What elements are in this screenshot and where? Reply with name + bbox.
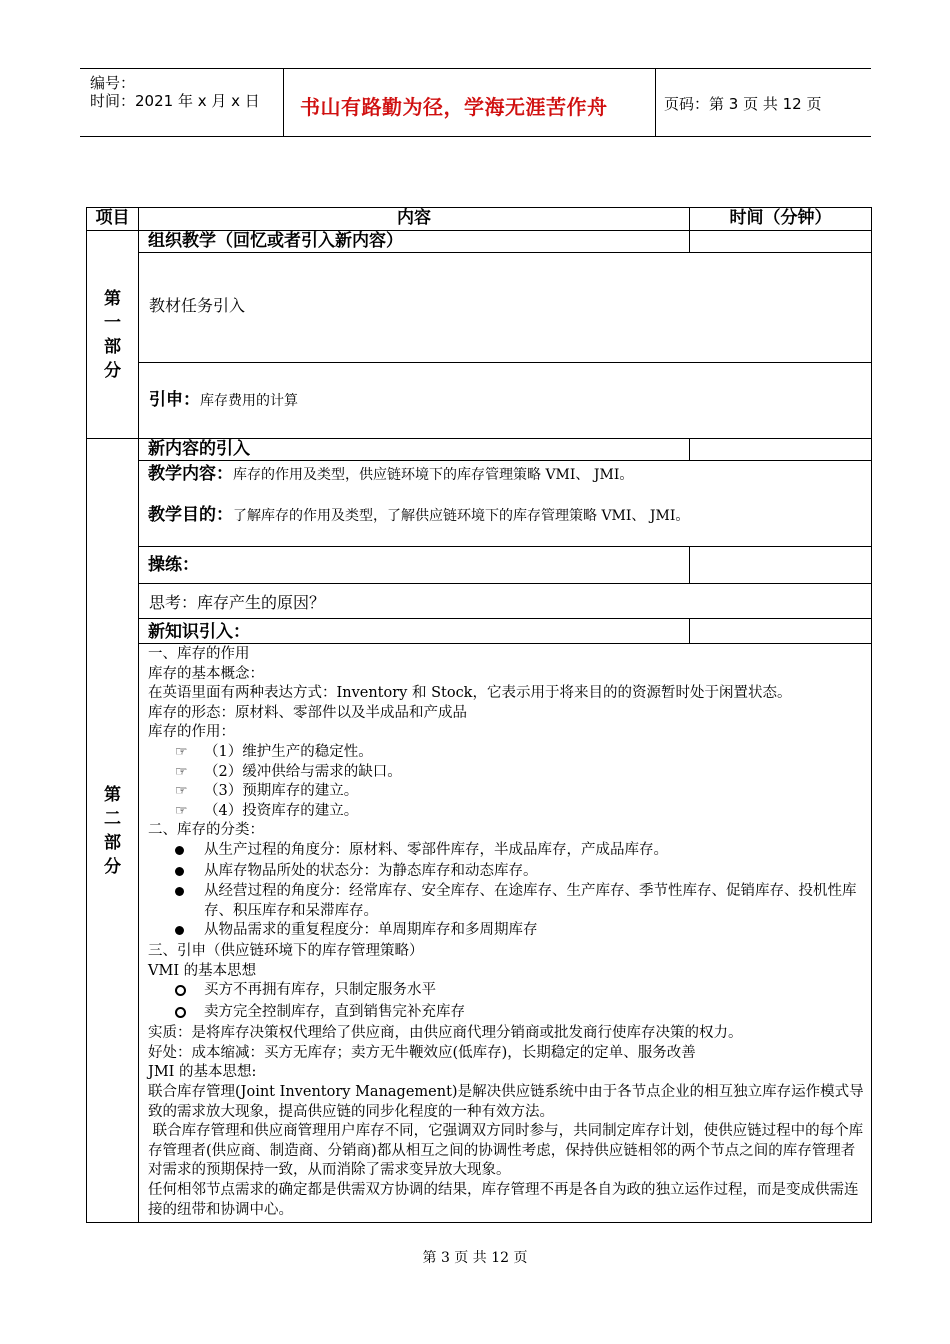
list-item	[148, 981, 865, 1003]
classification-item-3: 从经营过程的角度分：经常库存、安全库存、在途库存、生产库存、季节性库存、促销库存、投机性库存、积压库存和呆滞库存。	[204, 883, 857, 919]
header-page-info: 页码：第 3 页 共 12 页	[664, 95, 822, 113]
bullet-ring-icon	[175, 1007, 186, 1018]
document-number-label: 编号：	[90, 74, 136, 92]
document-date-label: 时间：2021 年 x 月 x 日	[90, 92, 260, 110]
list-item	[148, 782, 865, 802]
header-cell-content: 内容	[139, 208, 690, 231]
vmi-benefits: 好处：成本缩减：买方无库存；卖方无牛鞭效应(低库存)，长期稳定的定单、服务改善	[148, 1044, 696, 1061]
jmi-heading: JMI 的基本思想:	[148, 1064, 257, 1081]
list-item	[148, 862, 865, 883]
teaching-goal-text: 了解库存的作用及类型，了解供应链环境下的库存管理策略 VMI、 JMI。	[233, 508, 690, 524]
header-bottom-rule	[80, 136, 871, 137]
bullet-dot-icon	[175, 846, 184, 855]
part1-extension-label: 引申：	[149, 390, 200, 410]
part2-body-cell	[139, 644, 872, 1223]
part2-row-new-knowledge	[87, 619, 872, 644]
part2-row-body	[87, 644, 872, 1223]
part2-new-knowledge-heading: 新知识引入：	[139, 619, 690, 644]
hand-pointer-icon: ☞	[175, 763, 188, 780]
part1-organize-time	[690, 231, 872, 253]
hand-pointer-icon: ☞	[175, 743, 188, 760]
header-cell-time: 时间（分钟）	[690, 208, 872, 231]
part2-row-new-intro	[87, 439, 872, 461]
section-3-heading: 三、引申（供应链环境下的库存管理策略）	[148, 942, 424, 959]
jmi-paragraph-2: 联合库存管理和供应商管理用户库存不同，它强调双方同时参与，共同制定库存计划，使供应链过程中的每个库存管理者(供应商、制造商、分销商)都从相互之间的协调性考虑，保持供应链相邻的两个节点之间的库存管理者对需求的预期保持一致，从而消除了需求变异放大现象。	[148, 1123, 864, 1179]
list-item	[148, 743, 865, 763]
part1-organize-heading: 组织教学（回忆或者引入新内容）	[139, 231, 690, 253]
header-top-rule	[80, 68, 871, 69]
classification-item-2: 从库存物品所处的状态分：为静态库存和动态库存。	[204, 862, 538, 879]
part2-label: 第 二 部 分	[87, 439, 139, 1223]
part2-row-teaching	[87, 461, 872, 547]
jmi-paragraph-1: 联合库存管理(Joint Inventory Management)是解决供应链系统中由于各节点企业的相互独立库存运作模式导致的需求放大现象，提高供应链的同步化程度的一种有效方法。	[148, 1084, 864, 1120]
section-1-heading: 一、库存的作用	[148, 646, 250, 662]
header-motto: 书山有路勤为径，学海无涯苦作舟	[300, 95, 608, 119]
function-item-1: （1）维护生产的稳定性。	[204, 743, 373, 760]
function-item-2: （2）缓冲供给与需求的缺口。	[204, 763, 402, 780]
inventory-functions-label: 库存的作用：	[148, 724, 235, 741]
page-footer: 第 3 页 共 12 页	[422, 1250, 528, 1266]
header-divider-right	[655, 68, 656, 137]
part1-row-organize	[87, 231, 872, 253]
part2-teaching-cell	[139, 461, 872, 547]
list-item	[148, 882, 865, 921]
hand-pointer-icon: ☞	[175, 783, 188, 800]
list-item	[148, 841, 865, 862]
teaching-goal-label: 教学目的：	[148, 505, 233, 525]
classification-item-1: 从生产过程的角度分：原材料、零部件库存，半成品库存，产成品库存。	[204, 841, 668, 858]
part2-row-practice	[87, 547, 872, 584]
part1-label: 第 一 部 分	[87, 231, 139, 439]
bullet-dot-icon	[175, 867, 184, 876]
lesson-plan-table	[86, 207, 872, 1223]
jmi-paragraph-3: 任何相邻节点需求的确定都是供需双方协调的结果，库存管理不再是各自为政的独立运作过程，而是变成供需连接的纽带和协调中心。	[148, 1182, 859, 1218]
part1-row-task	[87, 253, 872, 363]
bullet-dot-icon	[175, 887, 184, 896]
inventory-concept-text: 在英语里面有两种表达方式：Inventory 和 Stock，它表示用于将来目的的资源暂时处于闲置状态。	[148, 685, 792, 702]
part1-task-cell	[139, 253, 872, 363]
classification-item-4: 从物品需求的重复程度分：单周期库存和多周期库存	[204, 922, 538, 939]
part1-row-extension	[87, 363, 872, 439]
list-item	[148, 1003, 865, 1025]
part1-task-text: 教材任务引入	[149, 296, 246, 315]
part2-new-intro-heading: 新内容的引入	[139, 439, 690, 461]
part2-practice-heading: 操练：	[139, 547, 690, 584]
vmi-item-2: 卖方完全控制库存，直到销售完补充库存	[204, 1003, 465, 1020]
header-divider-left	[283, 68, 284, 137]
part2-practice-time	[690, 547, 872, 584]
part2-new-intro-time	[690, 439, 872, 461]
inventory-forms-text: 库存的形态：原材料、零部件以及半成品和产成品	[148, 704, 467, 721]
list-item	[148, 921, 865, 942]
inventory-concept-label: 库存的基本概念：	[148, 665, 264, 682]
teaching-content-label: 教学内容：	[148, 464, 233, 484]
vmi-item-1: 买方不再拥有库存，只制定服务水平	[204, 982, 436, 999]
part2-think-cell	[139, 584, 872, 619]
part1-extension-cell	[139, 363, 872, 439]
section-2-heading: 二、库存的分类：	[148, 822, 264, 839]
header-cell-item: 项目	[87, 208, 139, 231]
vmi-essence: 实质：是将库存决策权代理给了供应商，由供应商代理分销商或批发商行使库存决策的权力。	[148, 1025, 743, 1042]
vmi-heading: VMI 的基本思想	[148, 962, 257, 979]
part2-row-think	[87, 584, 872, 619]
function-item-4: （4）投资库存的建立。	[204, 802, 359, 819]
list-item	[148, 802, 865, 822]
part1-extension-text: 库存费用的计算	[200, 393, 298, 409]
bullet-dot-icon	[175, 926, 184, 935]
function-item-3: （3）预期库存的建立。	[204, 783, 359, 800]
bullet-ring-icon	[175, 985, 186, 996]
teaching-content-text: 库存的作用及类型，供应链环境下的库存管理策略 VMI、 JMI。	[233, 467, 634, 483]
hand-pointer-icon: ☞	[175, 802, 188, 819]
list-item	[148, 763, 865, 783]
part2-think-text: 思考：库存产生的原因？	[149, 592, 326, 612]
part2-new-knowledge-time	[690, 619, 872, 644]
table-header-row	[87, 208, 872, 231]
